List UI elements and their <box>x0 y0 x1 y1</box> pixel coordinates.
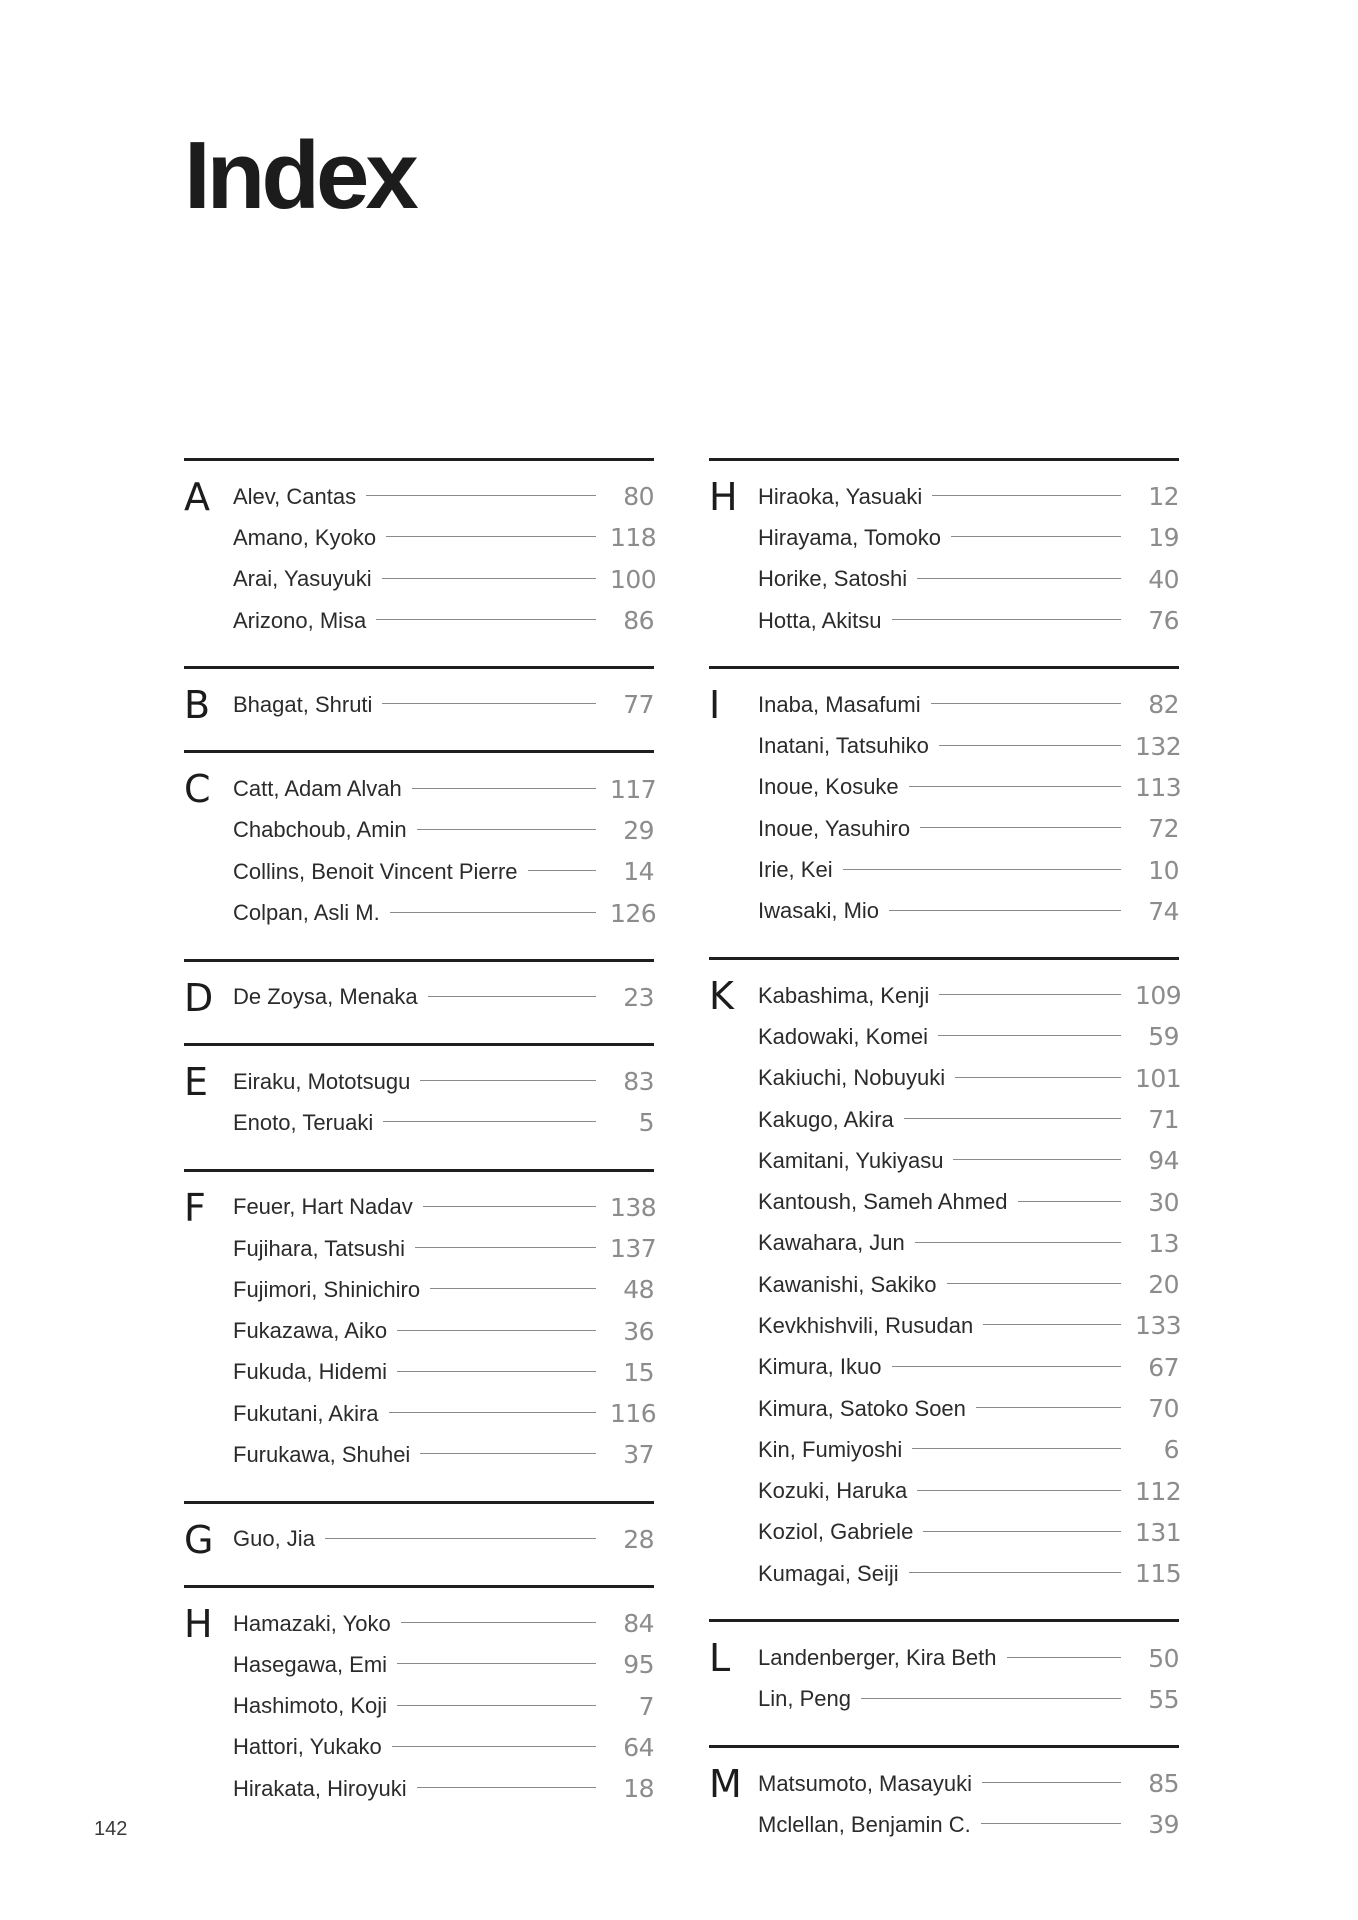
leader-line <box>982 1782 1121 1783</box>
leader-line <box>939 745 1121 746</box>
leader-line <box>923 1531 1121 1532</box>
index-entry <box>758 1305 1182 1346</box>
index-section-f <box>184 1169 657 1493</box>
index-entry <box>233 1102 654 1143</box>
entry-page-number: 5 <box>638 1108 654 1138</box>
entry-page-number: 37 <box>623 1440 654 1470</box>
leader-line <box>386 536 596 537</box>
leader-line <box>889 910 1121 911</box>
index-entry <box>758 1140 1179 1181</box>
entry-list <box>233 768 657 933</box>
index-entry <box>233 600 654 641</box>
entry-page-number: 59 <box>1148 1022 1179 1052</box>
index-section-b <box>184 666 654 742</box>
index-section-l <box>709 1619 1179 1737</box>
index-entry <box>233 851 654 892</box>
entry-page-number: 116 <box>610 1399 657 1429</box>
entry-page-number: 70 <box>1148 1394 1179 1424</box>
entry-page-number: 86 <box>623 606 654 636</box>
index-entry <box>233 1644 654 1685</box>
entry-name: Kimura, Ikuo <box>758 1354 882 1380</box>
entry-name: Arai, Yasuyuki <box>233 566 372 592</box>
entry-page-number: 112 <box>1135 1476 1182 1506</box>
entry-list <box>233 1519 654 1560</box>
section-letter: E <box>184 1059 209 1104</box>
leader-line <box>397 1705 596 1706</box>
index-entry <box>758 559 1179 600</box>
entry-page-number: 40 <box>1148 564 1179 594</box>
index-column-right <box>709 458 1182 1871</box>
leader-line <box>931 703 1121 704</box>
index-entry <box>758 1637 1179 1678</box>
entry-name: Inoue, Kosuke <box>758 774 899 800</box>
index-entry <box>233 1393 657 1434</box>
entry-list <box>233 1603 654 1809</box>
entry-list <box>758 1763 1179 1846</box>
entry-page-number: 74 <box>1148 896 1179 926</box>
entry-name: Bhagat, Shruti <box>233 691 373 717</box>
entry-page-number: 71 <box>1148 1105 1179 1134</box>
index-entry <box>233 476 654 517</box>
leader-line <box>397 1330 596 1331</box>
entry-name: Horike, Satoshi <box>758 566 908 592</box>
entry-name: Kawanishi, Sakiko <box>758 1271 937 1297</box>
entry-name: Irie, Kei <box>758 857 833 883</box>
entry-page-number: 48 <box>623 1275 654 1305</box>
entry-page-number: 29 <box>623 815 654 845</box>
entry-page-number: 18 <box>623 1774 654 1804</box>
index-entry <box>233 1727 654 1768</box>
leader-line <box>392 1746 596 1747</box>
index-entry <box>233 1228 657 1269</box>
index-entry <box>758 1679 1179 1720</box>
leader-line <box>915 1242 1121 1243</box>
entry-name: Hattori, Yukako <box>233 1734 382 1760</box>
leader-line <box>397 1663 596 1664</box>
leader-line <box>983 1324 1121 1325</box>
entry-page-number: 137 <box>610 1234 657 1263</box>
leader-line <box>430 1288 596 1289</box>
entry-name: Hamazaki, Yoko <box>233 1610 391 1636</box>
entry-name: Kakugo, Akira <box>758 1106 894 1132</box>
entry-name: Fukutani, Akira <box>233 1400 379 1426</box>
entry-name: Hashimoto, Koji <box>233 1693 388 1719</box>
index-entry <box>233 1603 654 1644</box>
section-letter: I <box>709 683 721 728</box>
section-letter: L <box>709 1636 731 1681</box>
index-entry <box>758 1471 1182 1512</box>
index-entry <box>233 1768 654 1809</box>
entry-name: De Zoysa, Menaka <box>233 984 418 1010</box>
leader-line <box>389 1412 596 1413</box>
section-letter: H <box>709 475 738 519</box>
entry-page-number: 132 <box>1135 731 1182 761</box>
entry-page-number: 72 <box>1148 814 1179 844</box>
leader-line <box>917 1490 1121 1491</box>
leader-line <box>917 578 1121 579</box>
index-entry <box>233 1061 654 1102</box>
entry-page-number: 20 <box>1148 1270 1179 1300</box>
entry-name: Collins, Benoit Vincent Pierre <box>233 858 518 884</box>
index-entry <box>233 517 657 558</box>
leader-line <box>412 788 596 789</box>
index-entry <box>758 1058 1182 1099</box>
leader-line <box>420 1453 596 1454</box>
entry-name: Kamitani, Yukiyasu <box>758 1147 944 1173</box>
entry-page-number: 30 <box>1148 1187 1179 1217</box>
index-section-c <box>184 750 657 950</box>
index-entry <box>758 1181 1179 1222</box>
entry-name: Furukawa, Shuhei <box>233 1441 411 1467</box>
entry-page-number: 12 <box>1148 482 1179 512</box>
entry-page-number: 133 <box>1135 1311 1182 1341</box>
index-entry <box>758 1347 1179 1388</box>
entry-name: Guo, Jia <box>233 1526 315 1552</box>
index-entry <box>758 1388 1179 1429</box>
leader-line <box>401 1622 596 1623</box>
entry-page-number: 109 <box>1135 981 1182 1011</box>
entry-page-number: 10 <box>1148 855 1179 885</box>
entry-page-number: 19 <box>1148 523 1179 553</box>
entry-name: Mclellan, Benjamin C. <box>758 1811 971 1837</box>
leader-line <box>909 786 1121 787</box>
index-section-g <box>184 1501 654 1577</box>
leader-line <box>382 578 596 579</box>
entry-name: Inatani, Tatsuhiko <box>758 733 929 759</box>
index-entry <box>758 808 1179 849</box>
leader-line <box>528 870 596 871</box>
index-entry <box>758 517 1179 558</box>
entry-name: Lin, Peng <box>758 1686 851 1712</box>
entry-name: Eiraku, Mototsugu <box>233 1068 411 1094</box>
entry-page-number: 36 <box>623 1316 654 1346</box>
index-entry <box>233 684 654 725</box>
entry-page-number: 50 <box>1148 1643 1179 1673</box>
leader-line <box>366 495 596 496</box>
index-entry <box>758 1512 1182 1553</box>
index-section-i <box>709 666 1182 949</box>
entry-name: Matsumoto, Masayuki <box>758 1770 972 1796</box>
leader-line <box>939 994 1121 995</box>
page-number: 142 <box>94 1818 128 1840</box>
entry-page-number: 77 <box>623 690 654 720</box>
entry-name: Hasegawa, Emi <box>233 1651 388 1677</box>
index-entry <box>758 1763 1179 1804</box>
entry-name: Hirakata, Hiroyuki <box>233 1775 407 1801</box>
index-entry <box>233 1686 654 1727</box>
entry-page-number: 80 <box>623 482 654 512</box>
leader-line <box>955 1077 1121 1078</box>
entry-name: Fujimori, Shinichiro <box>233 1276 421 1302</box>
entry-page-number: 13 <box>1148 1228 1179 1258</box>
entry-name: Hotta, Akitsu <box>758 607 882 633</box>
entry-page-number: 117 <box>610 774 657 804</box>
leader-line <box>325 1538 596 1539</box>
leader-line <box>415 1247 596 1248</box>
index-section-e <box>184 1043 654 1161</box>
entry-list <box>758 975 1182 1594</box>
entry-name: Fukuda, Hidemi <box>233 1359 388 1385</box>
section-letter: K <box>709 973 734 1018</box>
section-letter: C <box>184 767 211 812</box>
entry-name: Fujihara, Tatsushi <box>233 1235 406 1261</box>
leader-line <box>417 1787 596 1788</box>
entry-page-number: 28 <box>623 1524 654 1554</box>
index-column-left <box>184 458 657 1834</box>
entry-name: Chabchoub, Amin <box>233 817 407 843</box>
entry-page-number: 64 <box>623 1732 654 1762</box>
index-section-h <box>184 1585 654 1826</box>
entry-name: Kantoush, Sameh Ahmed <box>758 1189 1008 1215</box>
leader-line <box>951 536 1121 537</box>
entry-name: Hiraoka, Yasuaki <box>758 483 923 509</box>
index-entry <box>758 1099 1179 1140</box>
leader-line <box>938 1035 1121 1036</box>
entry-name: Kakiuchi, Nobuyuki <box>758 1065 946 1091</box>
index-entry <box>758 1016 1179 1057</box>
index-entry <box>233 1269 654 1310</box>
entry-name: Kabashima, Kenji <box>758 982 930 1008</box>
entry-name: Catt, Adam Alvah <box>233 776 402 802</box>
leader-line <box>417 829 596 830</box>
index-section-k <box>709 957 1182 1611</box>
leader-line <box>892 619 1121 620</box>
entry-name: Feuer, Hart Nadav <box>233 1194 413 1220</box>
index-entry <box>758 975 1182 1016</box>
leader-line <box>947 1283 1121 1284</box>
entry-name: Iwasaki, Mio <box>758 898 880 924</box>
entry-list <box>758 1637 1179 1720</box>
entry-page-number: 82 <box>1148 690 1179 720</box>
entry-page-number: 83 <box>623 1067 654 1097</box>
leader-line <box>904 1118 1121 1119</box>
index-entry <box>758 891 1179 932</box>
leader-line <box>1007 1657 1121 1658</box>
leader-line <box>397 1371 596 1372</box>
entry-page-number: 126 <box>610 898 657 928</box>
entry-list <box>233 977 654 1018</box>
entry-list <box>233 1187 657 1476</box>
entry-name: Alev, Cantas <box>233 483 357 509</box>
entry-list <box>233 476 657 641</box>
entry-page-number: 55 <box>1148 1684 1179 1714</box>
entry-name: Enoto, Teruaki <box>233 1109 374 1135</box>
entry-name: Arizono, Misa <box>233 607 367 633</box>
entry-name: Kin, Fumiyoshi <box>758 1436 903 1462</box>
entry-name: Koziol, Gabriele <box>758 1519 914 1545</box>
index-section-a <box>184 458 657 658</box>
index-entry <box>758 1264 1179 1305</box>
index-entry <box>233 892 657 933</box>
index-entry <box>758 725 1182 766</box>
index-entry <box>233 810 654 851</box>
index-entry <box>233 559 657 600</box>
section-letter: B <box>184 683 211 728</box>
index-section-h <box>709 458 1179 658</box>
entry-page-number: 95 <box>623 1650 654 1680</box>
leader-line <box>909 1572 1121 1573</box>
entry-page-number: 113 <box>1135 772 1182 802</box>
index-entry <box>758 476 1179 517</box>
entry-name: Kawahara, Jun <box>758 1230 905 1256</box>
entry-page-number: 7 <box>638 1691 654 1721</box>
section-letter: H <box>184 1601 213 1646</box>
entry-list <box>233 1061 654 1144</box>
leader-line <box>981 1823 1121 1824</box>
index-entry <box>233 1187 657 1228</box>
section-letter: M <box>709 1762 742 1807</box>
entry-name: Fukazawa, Aiko <box>233 1318 388 1344</box>
leader-line <box>953 1159 1121 1160</box>
index-entry <box>758 1553 1182 1594</box>
leader-line <box>892 1366 1122 1367</box>
leader-line <box>976 1407 1121 1408</box>
entry-name: Hirayama, Tomoko <box>758 524 941 550</box>
index-entry <box>233 768 657 809</box>
leader-line <box>376 619 596 620</box>
entry-page-number: 118 <box>610 523 657 553</box>
entry-list <box>758 476 1179 641</box>
entry-name: Kadowaki, Komei <box>758 1023 928 1049</box>
entry-page-number: 101 <box>1135 1063 1182 1093</box>
entry-name: Colpan, Asli M. <box>233 900 380 926</box>
entry-page-number: 85 <box>1148 1769 1179 1799</box>
entry-list <box>233 684 654 725</box>
section-letter: D <box>184 975 214 1020</box>
leader-line <box>920 827 1121 828</box>
entry-page-number: 138 <box>610 1192 657 1222</box>
entry-name: Landenberger, Kira Beth <box>758 1645 997 1671</box>
entry-page-number: 14 <box>623 857 654 887</box>
index-entry <box>233 977 654 1018</box>
index-entry <box>758 1429 1179 1470</box>
index-entry <box>758 849 1179 890</box>
leader-line <box>912 1448 1121 1449</box>
index-entry <box>758 1223 1179 1264</box>
entry-page-number: 131 <box>1135 1517 1182 1547</box>
entry-page-number: 76 <box>1148 606 1179 636</box>
entry-page-number: 94 <box>1148 1146 1179 1176</box>
index-entry <box>233 1519 654 1560</box>
entry-name: Kevkhishvili, Rusudan <box>758 1312 974 1338</box>
leader-line <box>1018 1201 1122 1202</box>
index-section-m <box>709 1745 1179 1863</box>
index-section-d <box>184 959 654 1035</box>
entry-page-number: 6 <box>1163 1435 1179 1465</box>
entry-page-number: 39 <box>1148 1810 1179 1840</box>
section-letter: G <box>184 1517 214 1562</box>
index-entry <box>233 1434 654 1475</box>
index-entry <box>758 1804 1179 1845</box>
entry-page-number: 15 <box>623 1357 654 1387</box>
page-title: Index <box>184 122 415 229</box>
entry-page-number: 67 <box>1148 1352 1179 1382</box>
entry-name: Kimura, Satoko Soen <box>758 1395 966 1421</box>
entry-name: Kumagai, Seiji <box>758 1560 899 1586</box>
entry-page-number: 84 <box>623 1609 654 1639</box>
index-entry <box>758 767 1182 808</box>
leader-line <box>861 1698 1121 1699</box>
entry-name: Inoue, Yasuhiro <box>758 815 911 841</box>
index-entry <box>233 1310 654 1351</box>
leader-line <box>382 703 596 704</box>
index-entry <box>233 1352 654 1393</box>
leader-line <box>420 1080 596 1081</box>
entry-name: Amano, Kyoko <box>233 524 377 550</box>
leader-line <box>423 1206 596 1207</box>
entry-page-number: 100 <box>610 564 657 594</box>
entry-name: Inaba, Masafumi <box>758 691 921 717</box>
leader-line <box>428 996 596 997</box>
index-entry <box>758 600 1179 641</box>
section-letter: F <box>184 1185 206 1230</box>
entry-page-number: 23 <box>623 982 654 1012</box>
leader-line <box>932 495 1121 496</box>
entry-name: Kozuki, Haruka <box>758 1478 908 1504</box>
leader-line <box>383 1121 596 1122</box>
section-letter: A <box>184 475 210 519</box>
index-entry <box>758 684 1179 725</box>
leader-line <box>843 869 1121 870</box>
entry-page-number: 115 <box>1135 1559 1182 1589</box>
entry-list <box>758 684 1182 932</box>
leader-line <box>390 912 596 913</box>
